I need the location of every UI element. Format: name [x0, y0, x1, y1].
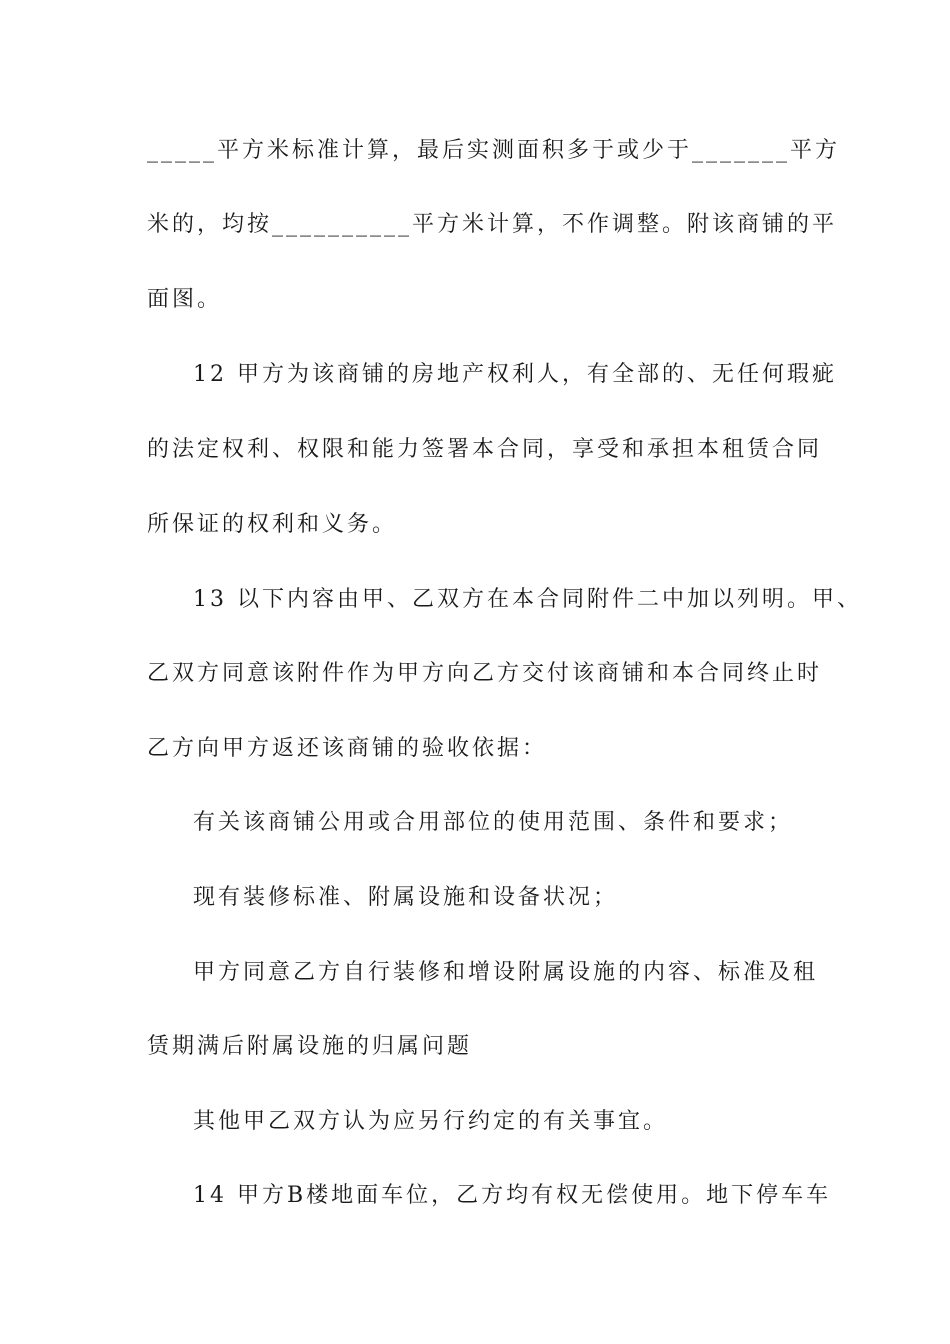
list-item: 有关该商铺公用或合用部位的使用范围、条件和要求； [193, 810, 794, 835]
paragraph-13-start: 13 以下内容由甲、乙双方在本合同附件二中加以列明。甲、 [193, 587, 862, 612]
text-line: _____平方米标准计算，最后实测面积多于或少于_______平方 [147, 138, 841, 163]
text-line: 米的，均按__________平方米计算，不作调整。附该商铺的平 [147, 212, 838, 237]
text-line: 面图。 [147, 287, 223, 312]
list-item: 现有装修标准、附属设施和设备状况； [193, 885, 619, 910]
list-item: 其他甲乙双方认为应另行约定的有关事宜。 [193, 1109, 669, 1134]
list-item: 甲方同意乙方自行装修和增设附属设施的内容、标准及租 [193, 960, 819, 985]
text-line: 乙双方同意该附件作为甲方向乙方交付该商铺和本合同终止时 [147, 661, 823, 686]
paragraph-14-start: 14 甲方B楼地面车位，乙方均有权无偿使用。地下停车车 [193, 1183, 832, 1208]
text-line: 乙方向甲方返还该商铺的验收依据： [147, 736, 548, 761]
text-line: 所保证的权利和义务。 [147, 512, 398, 537]
text-line: 的法定权利、权限和能力签署本合同，享受和承担本租赁合同 [147, 437, 823, 462]
paragraph-12-start: 12 甲方为该商铺的房地产权利人，有全部的、无任何瑕疵 [193, 362, 837, 387]
text-line: 赁期满后附属设施的归属问题 [147, 1034, 473, 1059]
